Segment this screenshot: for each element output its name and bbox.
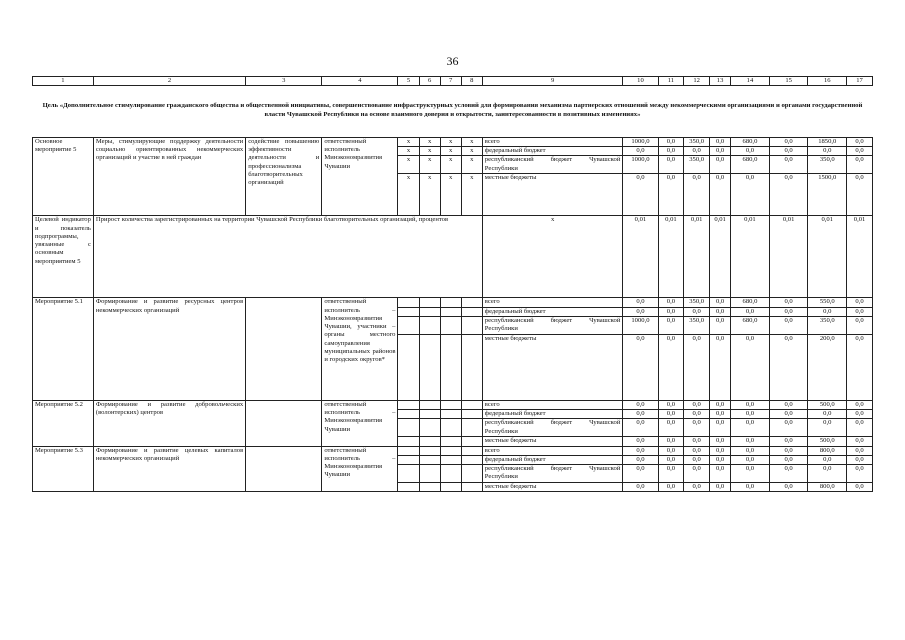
column-number-cell: 16 bbox=[808, 77, 847, 86]
amount-cell: 0,0 bbox=[731, 410, 770, 419]
amount-cell: 0,0 bbox=[623, 437, 658, 446]
column-number-cell: 15 bbox=[769, 77, 808, 86]
code-cell bbox=[440, 437, 461, 446]
budget-table bbox=[32, 137, 873, 492]
table-row bbox=[33, 138, 873, 147]
code-cell bbox=[461, 419, 482, 437]
funding-source-cell: местные бюджеты bbox=[482, 174, 623, 216]
amount-cell: 0,0 bbox=[658, 483, 684, 492]
amount-cell: 0,0 bbox=[684, 307, 710, 316]
indicator-value-cell: 0,01 bbox=[684, 216, 710, 298]
measure-executor-cell: ответственный исполнитель Минэкономразвития Чувашии bbox=[322, 138, 398, 216]
amount-cell: 0,0 bbox=[731, 334, 770, 400]
amount-cell: 0,0 bbox=[623, 307, 658, 316]
amount-cell: 0,0 bbox=[623, 174, 658, 216]
amount-cell: 0,0 bbox=[769, 147, 808, 156]
code-cell bbox=[440, 307, 461, 316]
code-cell bbox=[419, 419, 440, 437]
amount-cell: 0,0 bbox=[847, 465, 873, 483]
amount-cell: 0,0 bbox=[847, 400, 873, 409]
indicator-value-cell: 0,01 bbox=[847, 216, 873, 298]
amount-cell: 0,0 bbox=[710, 156, 731, 174]
amount-cell: 0,0 bbox=[684, 419, 710, 437]
amount-cell: 0,0 bbox=[769, 465, 808, 483]
code-cell bbox=[461, 307, 482, 316]
amount-cell: 200,0 bbox=[808, 334, 847, 400]
amount-cell: 0,0 bbox=[710, 138, 731, 147]
measure-status-cell: Основное мероприятие 5 bbox=[33, 138, 94, 216]
funding-source-cell: республиканский бюджет Чувашской Республики bbox=[482, 419, 623, 437]
code-cell bbox=[398, 465, 419, 483]
column-number-cell: 7 bbox=[440, 77, 461, 86]
amount-cell: 0,0 bbox=[847, 334, 873, 400]
measure-aim-cell bbox=[246, 446, 322, 492]
code-cell bbox=[398, 437, 419, 446]
amount-cell: 0,0 bbox=[847, 446, 873, 455]
amount-cell: 350,0 bbox=[808, 316, 847, 334]
amount-cell: 0,0 bbox=[769, 446, 808, 455]
measure-executor-cell: ответственный исполнитель – Минэкономразвития Чувашии bbox=[322, 400, 398, 446]
code-cell bbox=[419, 446, 440, 455]
code-cell: x bbox=[398, 138, 419, 147]
measure-aim-cell bbox=[246, 298, 322, 400]
amount-cell: 0,0 bbox=[684, 410, 710, 419]
amount-cell: 0,0 bbox=[847, 316, 873, 334]
funding-source-cell: всего bbox=[482, 298, 623, 307]
code-cell: x bbox=[419, 147, 440, 156]
code-cell bbox=[461, 400, 482, 409]
amount-cell: 0,0 bbox=[684, 334, 710, 400]
amount-cell: 0,0 bbox=[623, 419, 658, 437]
amount-cell: 0,0 bbox=[847, 455, 873, 464]
column-number-cell: 11 bbox=[658, 77, 684, 86]
amount-cell: 350,0 bbox=[684, 298, 710, 307]
measure-name-cell: Меры, стимулирующие поддержку деятельности социально ориентированных некоммерческих организаций и участие в ней граждан bbox=[93, 138, 245, 216]
code-cell: x bbox=[461, 147, 482, 156]
amount-cell: 0,0 bbox=[710, 174, 731, 216]
amount-cell: 0,0 bbox=[769, 400, 808, 409]
code-cell bbox=[440, 419, 461, 437]
funding-source-cell: федеральный бюджет bbox=[482, 307, 623, 316]
funding-source-cell: всего bbox=[482, 400, 623, 409]
indicator-value-cell: 0,01 bbox=[623, 216, 658, 298]
code-cell bbox=[398, 334, 419, 400]
amount-cell: 0,0 bbox=[684, 465, 710, 483]
indicator-code-cell: x bbox=[482, 216, 623, 298]
code-cell bbox=[440, 483, 461, 492]
code-cell bbox=[440, 410, 461, 419]
amount-cell: 0,0 bbox=[658, 465, 684, 483]
column-number-cell: 8 bbox=[461, 77, 482, 86]
measure-status-cell: Мероприятие 5.3 bbox=[33, 446, 94, 492]
amount-cell: 0,0 bbox=[769, 483, 808, 492]
code-cell bbox=[440, 316, 461, 334]
code-cell bbox=[461, 483, 482, 492]
amount-cell: 0,0 bbox=[847, 419, 873, 437]
column-number-cell: 2 bbox=[93, 77, 245, 86]
code-cell: x bbox=[419, 138, 440, 147]
code-cell bbox=[419, 400, 440, 409]
amount-cell: 0,0 bbox=[658, 410, 684, 419]
funding-source-cell: местные бюджеты bbox=[482, 334, 623, 400]
amount-cell: 0,0 bbox=[658, 334, 684, 400]
measure-name-cell: Формирование и развитие ресурсных центров некоммерческих организаций bbox=[93, 298, 245, 400]
amount-cell: 0,0 bbox=[710, 483, 731, 492]
code-cell: x bbox=[461, 174, 482, 216]
funding-source-cell: республиканский бюджет Чувашской Республики bbox=[482, 465, 623, 483]
code-cell bbox=[419, 316, 440, 334]
code-cell bbox=[398, 307, 419, 316]
code-cell bbox=[398, 298, 419, 307]
code-cell bbox=[398, 400, 419, 409]
amount-cell: 0,0 bbox=[847, 174, 873, 216]
code-cell bbox=[461, 446, 482, 455]
column-number-row bbox=[32, 76, 873, 86]
amount-cell: 0,0 bbox=[658, 174, 684, 216]
amount-cell: 500,0 bbox=[808, 437, 847, 446]
code-cell bbox=[461, 334, 482, 400]
amount-cell: 0,0 bbox=[658, 298, 684, 307]
code-cell bbox=[419, 465, 440, 483]
measure-executor-cell: ответственный исполнитель – Минэкономразвития Чувашии, участники – органы местного самоуправления муниципальных районов и городских округов* bbox=[322, 298, 398, 400]
amount-cell: 0,0 bbox=[847, 147, 873, 156]
column-number-cell: 12 bbox=[684, 77, 710, 86]
amount-cell: 0,0 bbox=[769, 174, 808, 216]
measure-name-cell: Формирование и развитие добровольческих (волонтерских) центров bbox=[93, 400, 245, 446]
amount-cell: 0,0 bbox=[808, 147, 847, 156]
amount-cell: 0,0 bbox=[710, 334, 731, 400]
code-cell: x bbox=[398, 174, 419, 216]
table-row bbox=[33, 298, 873, 307]
code-cell bbox=[419, 483, 440, 492]
amount-cell: 0,0 bbox=[731, 455, 770, 464]
amount-cell: 0,0 bbox=[769, 419, 808, 437]
code-cell bbox=[419, 307, 440, 316]
amount-cell: 0,0 bbox=[684, 483, 710, 492]
indicator-label-cell: Целевой индикатор и показатель подпрограммы, увязанные с основным мероприятием 5 bbox=[33, 216, 94, 298]
amount-cell: 1000,0 bbox=[623, 156, 658, 174]
column-number-cell: 4 bbox=[322, 77, 398, 86]
code-cell: x bbox=[440, 174, 461, 216]
code-cell bbox=[440, 400, 461, 409]
amount-cell: 350,0 bbox=[808, 156, 847, 174]
code-cell bbox=[419, 298, 440, 307]
amount-cell: 500,0 bbox=[808, 400, 847, 409]
column-number-cell: 1 bbox=[33, 77, 94, 86]
code-cell bbox=[398, 483, 419, 492]
amount-cell: 680,0 bbox=[731, 298, 770, 307]
amount-cell: 0,0 bbox=[658, 455, 684, 464]
amount-cell: 0,0 bbox=[731, 437, 770, 446]
code-cell bbox=[440, 455, 461, 464]
amount-cell: 680,0 bbox=[731, 156, 770, 174]
amount-cell: 0,0 bbox=[808, 455, 847, 464]
code-cell bbox=[398, 446, 419, 455]
code-cell: x bbox=[461, 138, 482, 147]
code-cell bbox=[440, 298, 461, 307]
code-cell bbox=[398, 419, 419, 437]
amount-cell: 0,0 bbox=[658, 437, 684, 446]
amount-cell: 0,0 bbox=[623, 483, 658, 492]
amount-cell: 0,0 bbox=[769, 138, 808, 147]
amount-cell: 0,0 bbox=[731, 147, 770, 156]
indicator-value-cell: 0,01 bbox=[731, 216, 770, 298]
amount-cell: 0,0 bbox=[623, 455, 658, 464]
amount-cell: 0,0 bbox=[731, 419, 770, 437]
amount-cell: 0,0 bbox=[847, 437, 873, 446]
amount-cell: 0,0 bbox=[684, 437, 710, 446]
code-cell: x bbox=[398, 156, 419, 174]
amount-cell: 0,0 bbox=[623, 446, 658, 455]
measure-executor-cell: ответственный исполнитель – Минэкономразвития Чувашии bbox=[322, 446, 398, 492]
amount-cell: 0,0 bbox=[769, 334, 808, 400]
code-cell: x bbox=[398, 147, 419, 156]
funding-source-cell: всего bbox=[482, 138, 623, 147]
code-cell bbox=[419, 455, 440, 464]
amount-cell: 0,0 bbox=[623, 400, 658, 409]
amount-cell: 0,0 bbox=[658, 138, 684, 147]
code-cell bbox=[419, 437, 440, 446]
code-cell: x bbox=[440, 147, 461, 156]
amount-cell: 0,0 bbox=[710, 307, 731, 316]
funding-source-cell: всего bbox=[482, 446, 623, 455]
amount-cell: 0,0 bbox=[769, 307, 808, 316]
amount-cell: 0,0 bbox=[731, 400, 770, 409]
amount-cell: 0,0 bbox=[769, 298, 808, 307]
code-cell bbox=[461, 455, 482, 464]
column-number-cell: 9 bbox=[482, 77, 623, 86]
amount-cell: 0,0 bbox=[684, 455, 710, 464]
column-number-cell: 13 bbox=[710, 77, 731, 86]
amount-cell: 0,0 bbox=[710, 465, 731, 483]
amount-cell: 0,0 bbox=[769, 437, 808, 446]
amount-cell: 350,0 bbox=[684, 138, 710, 147]
amount-cell: 0,0 bbox=[731, 174, 770, 216]
indicator-row bbox=[33, 216, 873, 298]
column-number-cell: 17 bbox=[847, 77, 873, 86]
funding-source-cell: республиканский бюджет Чувашской Республики bbox=[482, 316, 623, 334]
amount-cell: 350,0 bbox=[684, 156, 710, 174]
amount-cell: 0,0 bbox=[731, 483, 770, 492]
amount-cell: 0,0 bbox=[769, 455, 808, 464]
amount-cell: 0,0 bbox=[710, 419, 731, 437]
amount-cell: 0,0 bbox=[658, 316, 684, 334]
indicator-value-cell: 0,01 bbox=[710, 216, 731, 298]
indicator-value-cell: 0,01 bbox=[658, 216, 684, 298]
amount-cell: 0,0 bbox=[658, 156, 684, 174]
measure-name-cell: Формирование и развитие целевых капиталов некоммерческих организаций bbox=[93, 446, 245, 492]
amount-cell: 680,0 bbox=[731, 138, 770, 147]
amount-cell: 0,0 bbox=[710, 455, 731, 464]
indicator-value-cell: 0,01 bbox=[808, 216, 847, 298]
amount-cell: 0,0 bbox=[658, 147, 684, 156]
amount-cell: 680,0 bbox=[731, 316, 770, 334]
amount-cell: 0,0 bbox=[710, 400, 731, 409]
amount-cell: 0,0 bbox=[731, 465, 770, 483]
amount-cell: 0,0 bbox=[710, 316, 731, 334]
indicator-name-cell: Прирост количества зарегистрированных на территории Чувашской Республики благотворительных организаций, процентов bbox=[93, 216, 482, 298]
amount-cell: 0,0 bbox=[710, 437, 731, 446]
funding-source-cell: местные бюджеты bbox=[482, 437, 623, 446]
amount-cell: 0,0 bbox=[658, 307, 684, 316]
amount-cell: 550,0 bbox=[808, 298, 847, 307]
amount-cell: 0,0 bbox=[731, 307, 770, 316]
amount-cell: 0,0 bbox=[847, 307, 873, 316]
amount-cell: 0,0 bbox=[623, 465, 658, 483]
amount-cell: 0,0 bbox=[808, 419, 847, 437]
funding-source-cell: федеральный бюджет bbox=[482, 147, 623, 156]
amount-cell: 0,0 bbox=[710, 410, 731, 419]
code-cell bbox=[461, 465, 482, 483]
code-cell: x bbox=[440, 156, 461, 174]
code-cell bbox=[398, 455, 419, 464]
amount-cell: 0,0 bbox=[684, 400, 710, 409]
code-cell bbox=[440, 446, 461, 455]
amount-cell: 1000,0 bbox=[623, 138, 658, 147]
measure-status-cell: Мероприятие 5.1 bbox=[33, 298, 94, 400]
code-cell bbox=[461, 437, 482, 446]
amount-cell: 0,0 bbox=[847, 410, 873, 419]
amount-cell: 0,0 bbox=[684, 446, 710, 455]
code-cell: x bbox=[419, 174, 440, 216]
amount-cell: 0,0 bbox=[808, 410, 847, 419]
amount-cell: 0,0 bbox=[658, 400, 684, 409]
column-number-cell: 14 bbox=[731, 77, 770, 86]
amount-cell: 0,0 bbox=[769, 156, 808, 174]
amount-cell: 0,0 bbox=[769, 410, 808, 419]
funding-source-cell: федеральный бюджет bbox=[482, 410, 623, 419]
amount-cell: 0,0 bbox=[769, 316, 808, 334]
amount-cell: 1500,0 bbox=[808, 174, 847, 216]
code-cell: x bbox=[461, 156, 482, 174]
code-cell bbox=[398, 410, 419, 419]
indicator-value-cell: 0,01 bbox=[769, 216, 808, 298]
measure-aim-cell: содействие повышению эффективности деятельности и профессионализма благотворительных организаций bbox=[246, 138, 322, 216]
amount-cell: 0,0 bbox=[808, 307, 847, 316]
code-cell bbox=[461, 410, 482, 419]
amount-cell: 800,0 bbox=[808, 446, 847, 455]
amount-cell: 0,0 bbox=[658, 419, 684, 437]
code-cell: x bbox=[419, 156, 440, 174]
measure-status-cell: Мероприятие 5.2 bbox=[33, 400, 94, 446]
code-cell bbox=[440, 334, 461, 400]
amount-cell: 0,0 bbox=[684, 174, 710, 216]
amount-cell: 0,0 bbox=[847, 156, 873, 174]
amount-cell: 1000,0 bbox=[623, 316, 658, 334]
amount-cell: 0,0 bbox=[808, 465, 847, 483]
funding-source-cell: республиканский бюджет Чувашской Республики bbox=[482, 156, 623, 174]
amount-cell: 800,0 bbox=[808, 483, 847, 492]
amount-cell: 0,0 bbox=[710, 446, 731, 455]
column-number-cell: 5 bbox=[398, 77, 419, 86]
funding-source-cell: федеральный бюджет bbox=[482, 455, 623, 464]
code-cell bbox=[461, 298, 482, 307]
amount-cell: 0,0 bbox=[658, 446, 684, 455]
amount-cell: 0,0 bbox=[623, 298, 658, 307]
amount-cell: 0,0 bbox=[710, 147, 731, 156]
column-number-cell: 6 bbox=[419, 77, 440, 86]
code-cell bbox=[419, 410, 440, 419]
amount-cell: 0,0 bbox=[623, 147, 658, 156]
page-number: 36 bbox=[446, 54, 459, 68]
code-cell bbox=[440, 465, 461, 483]
table-row bbox=[33, 446, 873, 455]
amount-cell: 0,0 bbox=[623, 410, 658, 419]
amount-cell: 0,0 bbox=[731, 446, 770, 455]
code-cell bbox=[419, 334, 440, 400]
amount-cell: 350,0 bbox=[684, 316, 710, 334]
table-row bbox=[33, 400, 873, 409]
amount-cell: 0,0 bbox=[847, 298, 873, 307]
amount-cell: 0,0 bbox=[623, 334, 658, 400]
goal-heading: Цель «Дополнительное стимулирование гражданского общества и общественной инициативы, совершенствование инфраструктурных условий для формирования механизма партнерских отношений между некоммерческими организациями и органами государственной власти Чувашской Республики на основе взаимного доверия и открытости, заинтересованности в позитивных изменениях» bbox=[42, 102, 863, 118]
measure-aim-cell bbox=[246, 400, 322, 446]
amount-cell: 0,0 bbox=[684, 147, 710, 156]
amount-cell: 1850,0 bbox=[808, 138, 847, 147]
funding-source-cell: местные бюджеты bbox=[482, 483, 623, 492]
column-number-cell: 3 bbox=[246, 77, 322, 86]
column-number-cell: 10 bbox=[623, 77, 658, 86]
amount-cell: 0,0 bbox=[847, 483, 873, 492]
code-cell bbox=[398, 316, 419, 334]
code-cell: x bbox=[440, 138, 461, 147]
amount-cell: 0,0 bbox=[847, 138, 873, 147]
code-cell bbox=[461, 316, 482, 334]
amount-cell: 0,0 bbox=[710, 298, 731, 307]
